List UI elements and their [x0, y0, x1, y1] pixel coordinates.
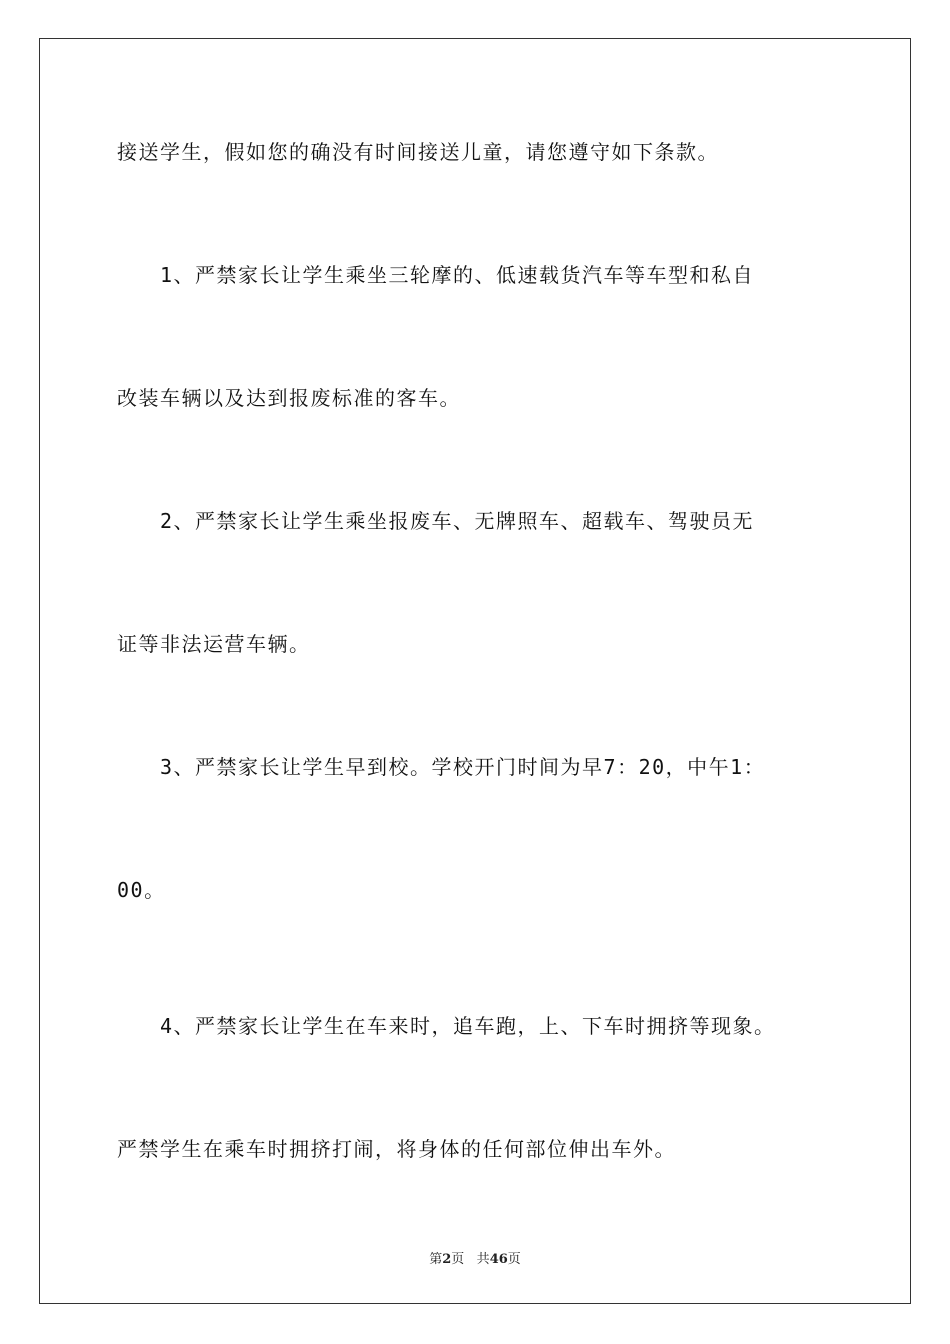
page-number: 2	[442, 1252, 452, 1267]
paragraph-line: 改装车辆以及达到报废标准的客车。	[117, 386, 461, 410]
paragraph-line: 4、严禁家长让学生在车来时，追车跑，上、下车时拥挤等现象。	[160, 1014, 776, 1038]
page-footer	[0, 1248, 950, 1267]
page-border	[39, 38, 911, 1304]
paragraph-line: 严禁学生在乘车时拥挤打闹，将身体的任何部位伸出车外。	[117, 1137, 676, 1161]
paragraph-line: 00。	[117, 878, 166, 902]
page-prefix: 第	[429, 1252, 443, 1267]
paragraph-line: 3、严禁家长让学生早到校。学校开门时间为早7：20，中午1：	[160, 755, 766, 779]
page-suffix: 页	[451, 1252, 465, 1267]
total-suffix: 页	[507, 1252, 521, 1267]
paragraph-line: 1、严禁家长让学生乘坐三轮摩的、低速载货汽车等车型和私自	[160, 263, 755, 287]
paragraph-line: 接送学生，假如您的确没有时间接送儿童，请您遵守如下条款。	[117, 140, 719, 164]
paragraph-line: 2、严禁家长让学生乘坐报废车、无牌照车、超载车、驾驶员无	[160, 509, 755, 533]
paragraph-line: 证等非法运营车辆。	[117, 632, 311, 656]
total-pages: 46	[489, 1252, 508, 1267]
total-prefix: 共	[476, 1252, 490, 1267]
